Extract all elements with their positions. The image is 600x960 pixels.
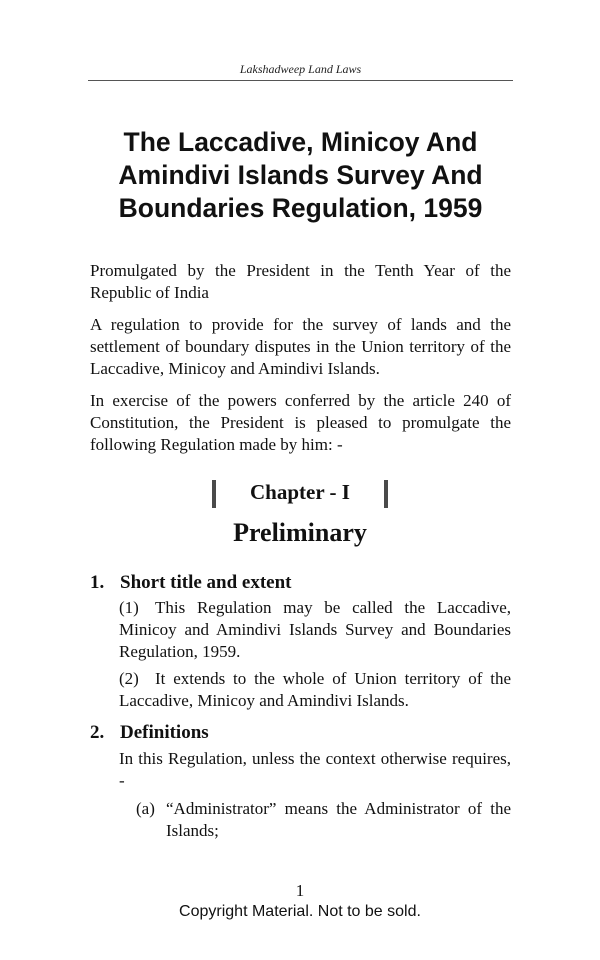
chapter-bar-right bbox=[384, 480, 388, 508]
clause-label: (a) bbox=[136, 799, 155, 818]
clause-text: “Administrator” means the Administrator of the Islands; bbox=[166, 799, 511, 840]
copyright-notice: Copyright Material. Not to be sold. bbox=[179, 903, 421, 920]
preamble-promulgation: Promulgated by the President in the Tenth Year of the Republic of India bbox=[90, 261, 511, 302]
chapter-name: Preliminary bbox=[233, 518, 367, 547]
section-number: 1. bbox=[90, 572, 105, 593]
header-rule bbox=[88, 80, 513, 81]
section-title: Definitions bbox=[120, 722, 209, 743]
preamble-purpose: A regulation to provide for the survey of lands and the settlement of boundary disputes in the Union territory of the Laccadive, Minicoy and Amindivi Islands. bbox=[90, 315, 511, 378]
clause-a bbox=[136, 798, 511, 842]
chapter-heading bbox=[200, 478, 400, 508]
title-line: Boundaries Regulation, 1959 bbox=[118, 193, 483, 223]
subsection-text: This Regulation may be called the Laccadive, Minicoy and Amindivi Islands Survey and Boundaries Regulation, 1959. bbox=[119, 598, 511, 661]
chapter-label: Chapter - I bbox=[250, 480, 350, 504]
section-2-intro: In this Regulation, unless the context otherwise requires, - bbox=[119, 749, 511, 790]
subsection-label: (2) bbox=[119, 669, 139, 688]
subsection-1-2 bbox=[119, 668, 511, 712]
preamble-enactment: In exercise of the powers conferred by the article 240 of Constitution, the President is pleased to promulgate the following Regulation made by him: - bbox=[90, 391, 511, 454]
section-heading-1 bbox=[90, 571, 292, 595]
section-heading-2 bbox=[90, 721, 209, 745]
section-title: Short title and extent bbox=[120, 572, 292, 593]
subsection-text: It extends to the whole of Union territory of the Laccadive, Minicoy and Amindivi Islands. bbox=[119, 669, 511, 710]
page-number: 1 bbox=[295, 881, 305, 900]
section-number: 2. bbox=[90, 722, 105, 743]
title-line: The Laccadive, Minicoy And bbox=[123, 127, 478, 157]
running-head: Lakshadweep Land Laws bbox=[239, 62, 362, 76]
title-line: Amindivi Islands Survey And bbox=[118, 160, 483, 190]
subsection-1-1 bbox=[119, 597, 511, 663]
subsection-label: (1) bbox=[119, 598, 139, 617]
document-title bbox=[88, 126, 513, 225]
